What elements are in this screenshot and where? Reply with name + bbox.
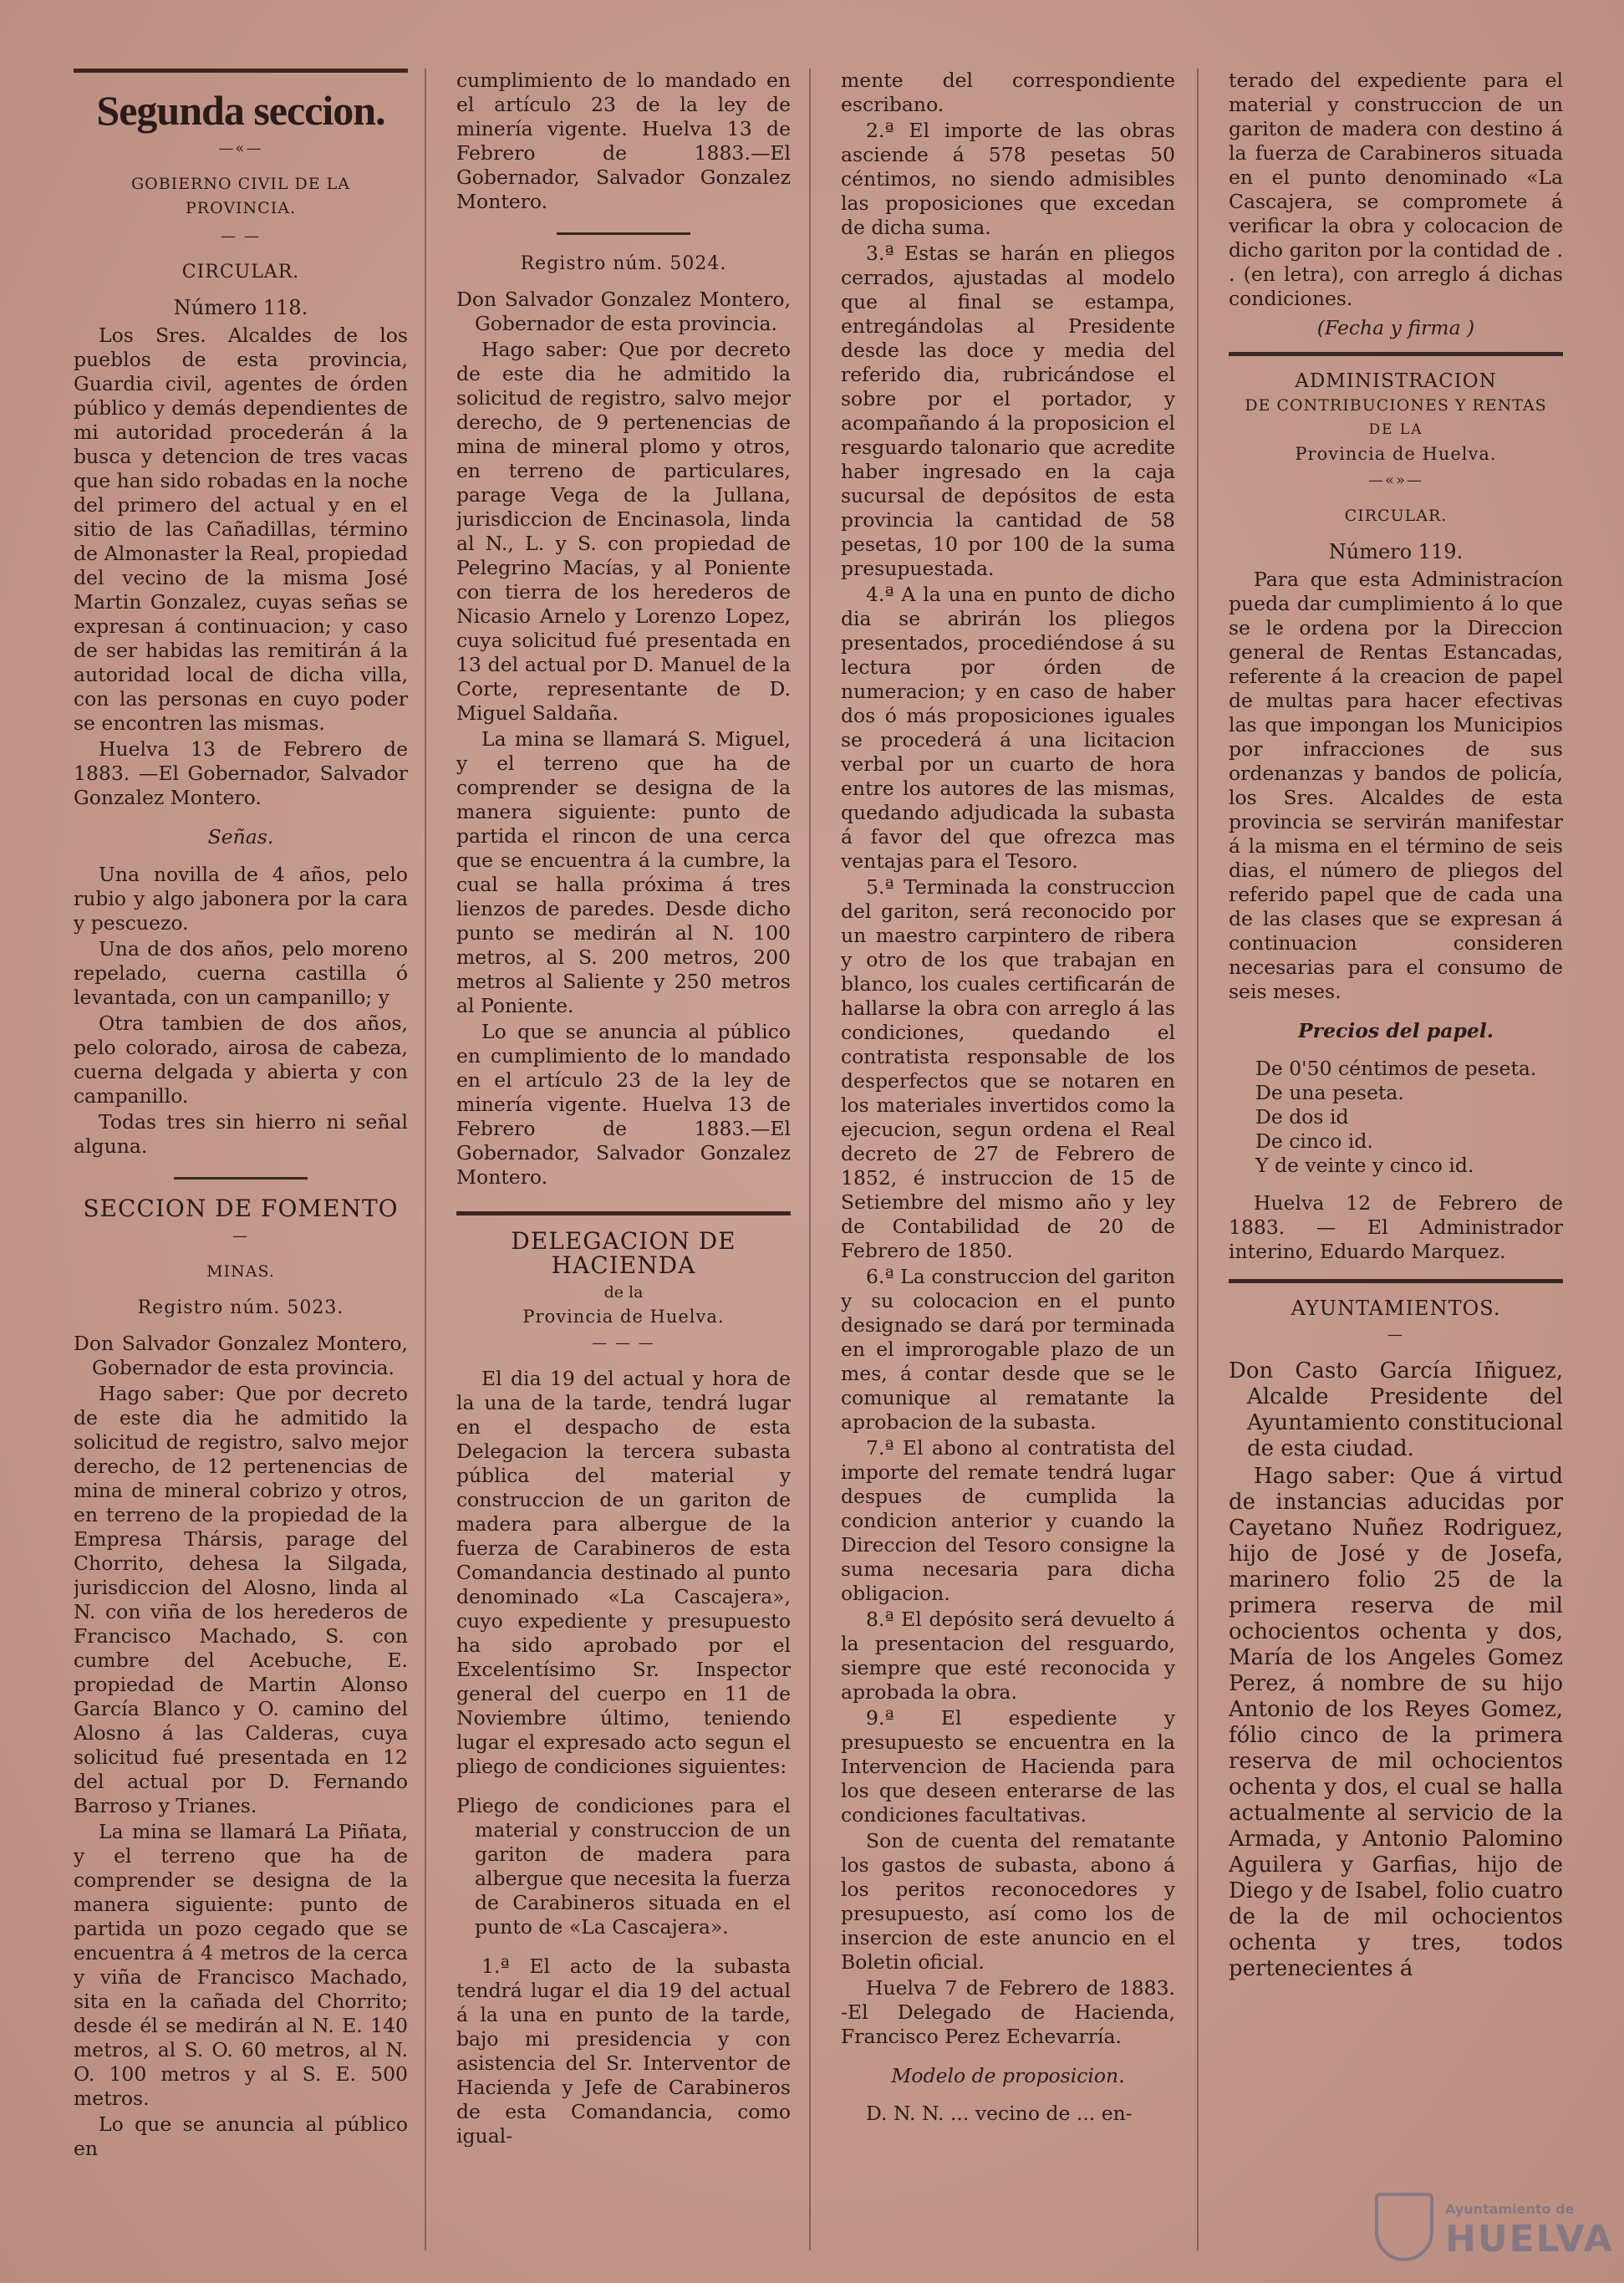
paragraph: Para que esta Administracíon pueda dar cumplimiento á lo que se le ordena por la Direccion general de Rentas Estancadas, referente á la creacion de papel de multas para hacer efectivas las que impongan los Municipios por infracciones de sus ordenanzas y bandos de policía, los Sres. Alcaldes de esta provincia se servirán manifestar á la misma en el término de seis dias, el número de pliegos del referido papel que de cada una de las clases que se expresan á continuacion consideren necesarias para el consumo de seis meses. [1229,568,1563,1003]
section-rule [174,1177,308,1180]
paragraph: cumplimiento de lo mandado en el artículo 23 de la ley de minería vigente. Huelva 13 de Febrero de 1883.—El Gobernador, Salvador Gonzalez Montero. [456,69,791,213]
signature: Huelva 12 de Febrero de 1883. — El Administrador interino, Eduardo Marquez. [1229,1191,1563,1263]
section-rule [557,232,690,235]
ornament: — — — [592,1334,655,1352]
paragraph: El dia 19 del actual y hora de la una de la tarde, tendrá lugar en el despacho de esta Delegacion la tercera subasta pública del material y construccion de un gariton de madera para albergue de la fuerza de Carabineros de esta Comandancia destinado al punto denominado «La Cascajera», cuyo expediente y presupuesto ha sido aprobado por el Excelentísimo Sr. Inspector general del cuerpo en 11 de Noviembre último, teniendo lugar el expresado acto segun el pliego de condiciones siguientes: [456,1367,791,1778]
price-item: De cinco id. [1255,1129,1373,1153]
ornament: — [232,1227,249,1245]
paragraph: Son de cuenta del rematante los gastos de subasta, abono á los peritos reconocedores y presupuesto, así como los de insercion de este anuncio en el Boletin oficial. [841,1829,1175,1974]
delegacion-heading: DELEGACION DE HACIENDA [511,1227,736,1279]
paragraph: La mina se llamará La Piñata, y el terreno que ha de comprender se designa de la manera siguiente: punto de partida un pozo cegado que se encuentra á 4 metros de la cerca y viña de Francisco Machado, sita en la cañada del Chorrito; desde él se medirán al N. E. 140 metros, al S. O. 60 metros, al N. O. 100 metros y al S. E. 500 metros. [74,1820,408,2110]
ayuntamientos-heading: AYUNTAMIENTOS. [1291,1297,1501,1320]
admin-heading: Provincia de Huelva. [1295,444,1497,464]
paragraph: 1.ª El acto de la subasta tendrá lugar el dia 19 del actual á la una en punto de la tarde, bajo mi presidencia y con asistencia del Sr. Interventor de Hacienda y Jefe de Carabineros de esta Comandancia, como igual- [456,1954,791,2148]
section-title: Segunda seccion. [96,87,385,134]
price-item: De una peseta. [1255,1081,1404,1104]
paragraph: 4.ª A la una en punto de dicho dia se abrirán los pliegos presentados, procediéndose á su lectura por órden de numeracion; y en caso de haber dos ó más proposiciones iguales se procederá á una licitacion verbal por un cuarto de hora entre los autores de las mismas, quedando adjudicada la subasta á favor del que ofrezca mas ventajas para el Tesoro. [841,583,1175,873]
admin-heading: DE CONTRIBUCIONES Y RENTAS [1245,396,1547,415]
paragraph: Lo que se anuncia al público en [74,2112,408,2160]
paragraph: Una novilla de 4 años, pelo rubio y algo jabonera por la cara y pescuezo. [74,863,408,935]
column-1 [74,69,408,2250]
circular-number: Número 118. [173,296,308,319]
circular-heading: CIRCULAR. [1344,507,1448,525]
ornament: — [1387,1326,1404,1343]
column-divider [809,69,811,2250]
fecha-firma: (Fecha y firma ) [1316,316,1475,339]
column-3 [841,69,1175,2250]
paragraph: Don Salvador Gonzalez Montero, Gobernador de esta provincia. [456,288,791,335]
gobierno-heading: GOBIERNO CIVIL DE LA PROVINCIA. [130,175,351,217]
stamp-line: HUELVA [1445,2218,1614,2260]
paragraph: 3.ª Estas se harán en pliegos cerrados, ajustadas al modelo que al final se estampa, entregándolas al Presidente desde las doce y media del referido dia, rubricándose el sobre por el portador, y acompañando á la proposicion el resguardo talonario que acredite haber ingresado en la caja sucursal de depósitos de esta provincia la cantidad de 58 pesetas, 10 por 100 de la suma presupuestada. [841,242,1175,580]
stamp-line: Ayuntamiento de [1445,2201,1575,2217]
ornament: —«»— [1367,471,1424,489]
fomento-heading: SECCION DE FOMENTO [83,1195,399,1222]
price-item: De dos id [1255,1105,1349,1129]
registro-heading: Registro núm. 5024. [520,253,727,274]
paragraph: Pliego de condiciones para el material y construccion de un gariton de madera para albergue que necesita la fuerza de Carabineros situada en el punto de «La Cascajera». [456,1794,791,1939]
ornament: — — [221,227,261,245]
admin-heading: DE LA [1368,421,1423,438]
signature: Huelva 13 de Febrero de 1883. —El Gobernador, Salvador Gonzalez Montero. [74,737,408,809]
section-rule [456,1211,791,1215]
paragraph: 8.ª El depósito será devuelto á la presentacion del resguardo, siempre que esté reconocida y aprobada la obra. [841,1608,1175,1704]
column-divider [1197,69,1199,2250]
archive-stamp-logo [1375,2184,1614,2268]
paragraph: Don Casto García Iñiguez, Alcalde Presidente del Ayuntamiento constitucional de esta ciudad. [1229,1358,1563,1461]
paragraph: Lo que se anuncia al público en cumplimiento de lo mandado en el artículo 23 de la ley de minería vigente. Huelva 13 de Febrero de 1883.—El Gobernador, Salvador Gonzalez Montero. [456,1020,791,1189]
paragraph: terado del expediente para el material y construccion de un gariton de madera con destino á la fuerza de Carabineros situada en el punto denominado «La Cascajera, se compromete á verificar la obra y colocacion de dicho gariton por la contidad de . . (en letra), con arreglo á dichas condiciones. [1229,69,1563,310]
registro-heading: Registro núm. 5023. [137,1297,344,1318]
heading-line: de la [603,1283,644,1302]
section-rule [1229,1279,1563,1283]
paragraph: Hago saber: Que á virtud de instancias aducidas por Cayetano Nuñez Rodriguez, hijo de José y de Josefa, marinero folio 25 de la primera reserva de mil ochocientos ochenta y dos, María de los Angeles Gomez Perez, á nombre de su hijo Antonio de los Reyes Gomez, fólio cinco de la primera reserva de mil ochocientos ochenta y dos, el cual se halla actualmente al servicio de la Armada, y Antonio Palomino Aguilera y Garfias, hijo de Diego y de Isabel, folio cuatro de la de mil ochocientos ochenta y tres, todos pertenecientes á [1229,1464,1563,1981]
precios-heading: Precios del papel. [1298,1019,1494,1042]
paragraph: 5.ª Terminada la construccion del gariton, será reconocido por un maestro carpintero de ribera y otro de los que trabajan en blanco, los cuales certificarán de hallarse la obra con arreglo á las condiciones, quedando el contratista responsable de los desperfectos que se notaren en los materiales invertidos como la ejecucion, segun ordena el Real decreto de 27 de Febrero de 1852, é instruccion de 15 de Setiembre del mismo año y ley de Contabilidad de 20 de Febrero de 1850. [841,875,1175,1262]
modelo-heading: Modelo de proposicion. [891,2064,1125,2087]
paragraph: Hago saber: Que por decreto de este dia he admitido la solicitud de registro, salvo mejor derecho, de 9 pertenencias de mina de mineral plomo y otros, en terreno de particulares, parage Vega de la Jullana, jurisdiccion de Encinasola, linda al N., L. y S. con propiedad de Pelegrino Macías, y al Poniente con tierra de los herederos de Nicasio Arnelo y Lorenzo Lopez, cuya solicitud fué presentada en 13 del actual por D. Manuel de la Corte, representante de D. Miguel Saldaña. [456,338,791,725]
paragraph: Los Sres. Alcaldes de los pueblos de esta provincia, Guardia civil, agentes de órden público y demás dependientes de mi autoridad procederán á la busca y detencion de tres vacas que han sido robadas en la noche del primero del actual y en el sitio de las Cañadillas, término de Almonaster la Real, propiedad del vecino de la misma José Martin Gonzalez, cuyas señas se expresan á continuacion; y caso de ser habidas las remitirán á la autoridad local de dicha villa, con las personas en cuyo poder se encontren las mismas. [74,324,408,735]
paragraph: La mina se llamará S. Miguel, y el terreno que ha de comprender se designa de la manera siguiente: punto de partida el rincon de una cerca que se encuentra á la cumbre, la cual se halla próxima á tres lienzos de paredes. Desde dicho punto se medirán al N. 100 metros, al S. 200 metros, 200 metros al Saliente y 250 metros al Poniente. [456,727,791,1017]
paragraph: Una de dos años, pelo moreno repelado, cuerna castilla ó levantada, con un campanillo; y [74,937,408,1009]
price-list [1229,1057,1563,1178]
paragraph: 9.ª El espediente y presupuesto se encuentra en la Intervencion de Hacienda para los que deseen enterarse de las condiciones facultativas. [841,1706,1175,1827]
paragraph: 7.ª El abono al contratista del importe del remate tendrá lugar despues de cumplida la condicion anterior y cuando la Direccion del Tesoro consigne la suma necesaria para dicha obligacion. [841,1436,1175,1605]
top-rule [74,69,408,73]
paragraph: Don Salvador Gonzalez Montero, Gobernador de esta provincia. [74,1332,408,1379]
paragraph: Hago saber: Que por decreto de este dia he admitido la solicitud de registro, salvo mejor derecho, de 12 pertenencias de mina de mineral cobrizo y otros, en terreno de la propiedad de la Empresa Thársis, parage del Chorrito, dehesa la Silgada, jurisdiccion del Alosno, linda al N. con viña de los herederos de Francisco Machado, S. con cumbre del Acebuche, E. propiedad de Martin Alonso García Blanco y O. camino del Alosno á las Calderas, cuya solicitud fué presentada en 12 del actual por D. Fernando Barroso y Trianes. [74,1382,408,1817]
senas-heading: Señas. [207,825,274,848]
signature: Huelva 7 de Febrero de 1883. -El Delegado de Hacienda, Francisco Perez Echevarría. [841,1976,1175,2048]
column-divider [425,69,426,2250]
minas-heading: MINAS. [206,1262,275,1281]
paragraph: D. N. N. ... vecino de ... en- [866,2102,1133,2125]
circular-heading: CIRCULAR. [181,262,300,283]
price-item: De 0'50 céntimos de peseta. [1255,1057,1537,1080]
heading-line: Provincia de Huelva. [522,1307,725,1327]
price-item: Y de veinte y cinco id. [1255,1154,1474,1177]
admin-heading: ADMINISTRACION [1295,370,1497,392]
paragraph: 2.ª El importe de las obras asciende á 578 pesetas 50 céntimos, no siendo admisibles las proposiciones que excedan de dicha suma. [841,119,1175,239]
column-4 [1229,69,1563,2250]
shield-icon [1375,2193,1433,2261]
section-rule [1229,352,1563,356]
column-2 [456,69,791,2250]
paragraph: Otra tambien de dos años, pelo colorado, airosa de cabeza, cuerna delgada y abierta y con campanillo. [74,1012,408,1108]
paragraph: mente del correspondiente escribano. [841,69,1175,116]
circular-number: Número 119. [1328,540,1464,563]
ornament: —«— [218,140,263,157]
paragraph: 6.ª La construccion del gariton y su colocacion en el punto designado se dará por terminada en el improrogable plazo de un mes, á contar desde que se le comunique al rematante la aprobacion de la subasta. [841,1265,1175,1434]
paragraph: Todas tres sin hierro ni señal alguna. [74,1110,408,1158]
